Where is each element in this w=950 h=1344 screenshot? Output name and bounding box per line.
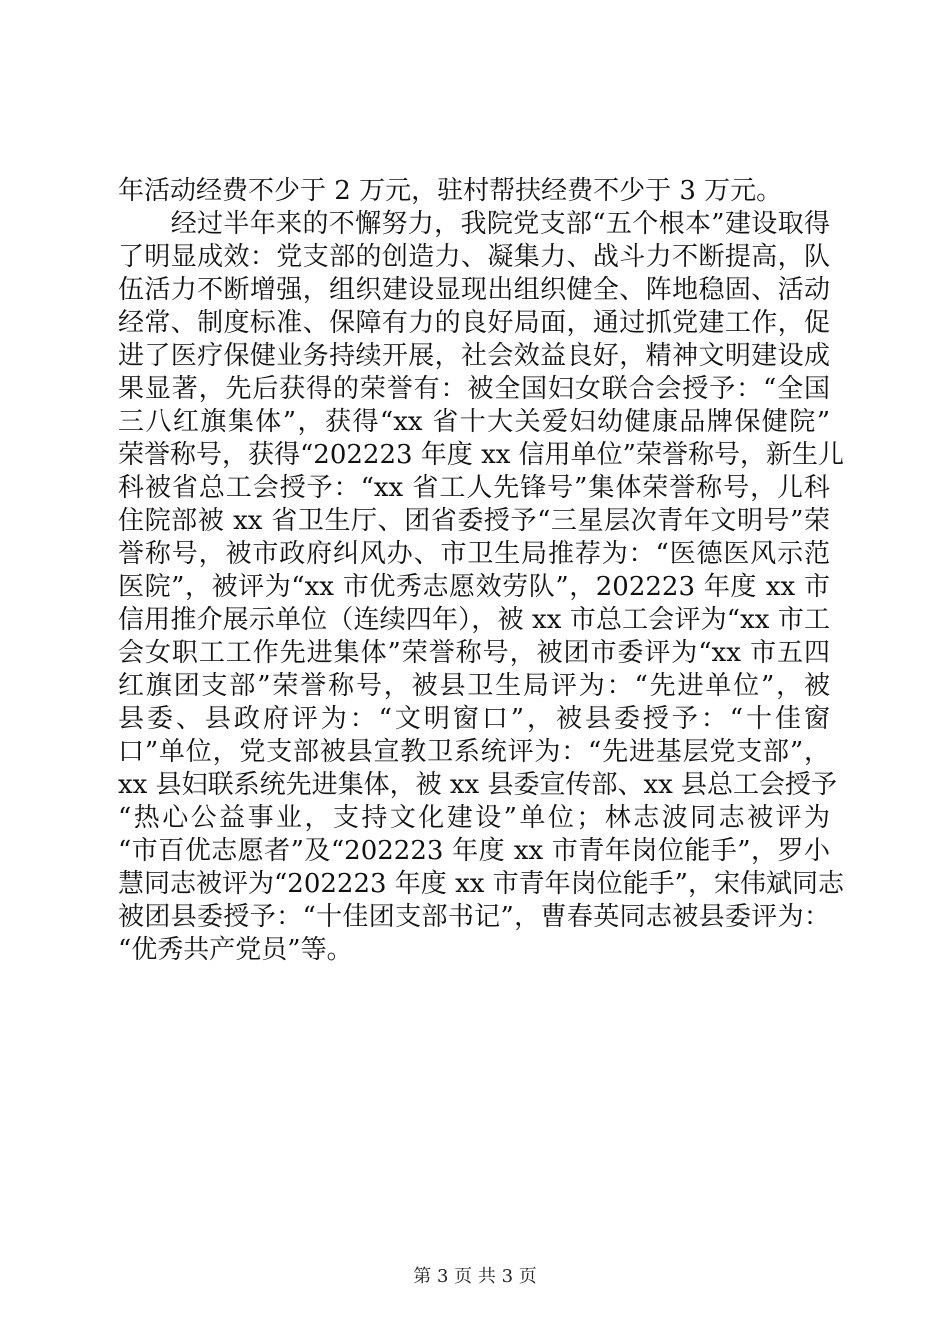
text-line: 红旗团支部”荣誉称号，被县卫生局评为：“先进单位”，被	[118, 671, 830, 701]
text-line: 荣誉称号，获得“202223 年度 xx 信用单位”荣誉称号，新生儿	[118, 440, 844, 470]
text-line: 慧同志被评为“202223 年度 xx 市青年岗位能手”，宋伟斌同志	[118, 869, 844, 899]
text-line: 医院”，被评为“xx 市优秀志愿效劳队”，202223 年度 xx 市	[118, 572, 830, 602]
text-line: 住院部被 xx 省卫生厅、团省委授予“三星层次青年文明号”荣	[118, 506, 830, 536]
text-line: 经过半年来的不懈努力，我院党支部“五个根本”建设取得	[118, 209, 830, 239]
text-line: “市百优志愿者”及“202223 年度 xx 市青年岗位能手”，罗小	[118, 836, 830, 866]
text-line: 伍活力不断增强，组织建设显现出组织健全、阵地稳固、活动	[118, 275, 830, 305]
text-line: 誉称号，被市政府纠风办、市卫生局推荐为：“医德医风示范	[118, 539, 830, 569]
text-line: 会女职工工作先进集体”荣誉称号，被团市委评为“xx 市五四	[118, 638, 830, 668]
text-line: 年活动经费不少于 2 万元，驻村帮扶经费不少于 3 万元。	[118, 176, 783, 206]
text-line: 县委、县政府评为：“文明窗口”，被县委授予：“十佳窗	[118, 704, 830, 734]
text-line: “热心公益事业，支持文化建设”单位；林志波同志被评为	[118, 803, 830, 833]
text-line: 经常、制度标准、保障有力的良好局面，通过抓党建工作，促	[118, 308, 830, 338]
text-line: 口”单位，党支部被县宣教卫系统评为：“先进基层党支部”，	[118, 737, 830, 767]
text-line: 被团县委授予：“十佳团支部书记”，曹春英同志被县委评为：	[118, 902, 830, 932]
text-line: 果显著，先后获得的荣誉有：被全国妇女联合会授予：“全国	[118, 374, 830, 404]
page-footer: 第 3 页 共 3 页	[413, 1266, 537, 1287]
text-line: 进了医疗保健业务持续开展，社会效益良好，精神文明建设成	[118, 341, 830, 371]
text-line: “优秀共产党员”等。	[118, 935, 353, 965]
text-line: xx 县妇联系统先进集体，被 xx 县委宣传部、xx 县总工会授予	[118, 770, 838, 800]
text-line: 三八红旗集体”，获得“xx 省十大关爱妇幼健康品牌保健院”	[118, 407, 830, 437]
text-line: 了明显成效：党支部的创造力、凝集力、战斗力不断提高，队	[118, 242, 830, 272]
text-line: 科被省总工会授予：“xx 省工人先锋号”集体荣誉称号，儿科	[118, 473, 830, 503]
text-line: 信用推介展示单位（连续四年），被 xx 市总工会评为“xx 市工	[118, 605, 830, 635]
